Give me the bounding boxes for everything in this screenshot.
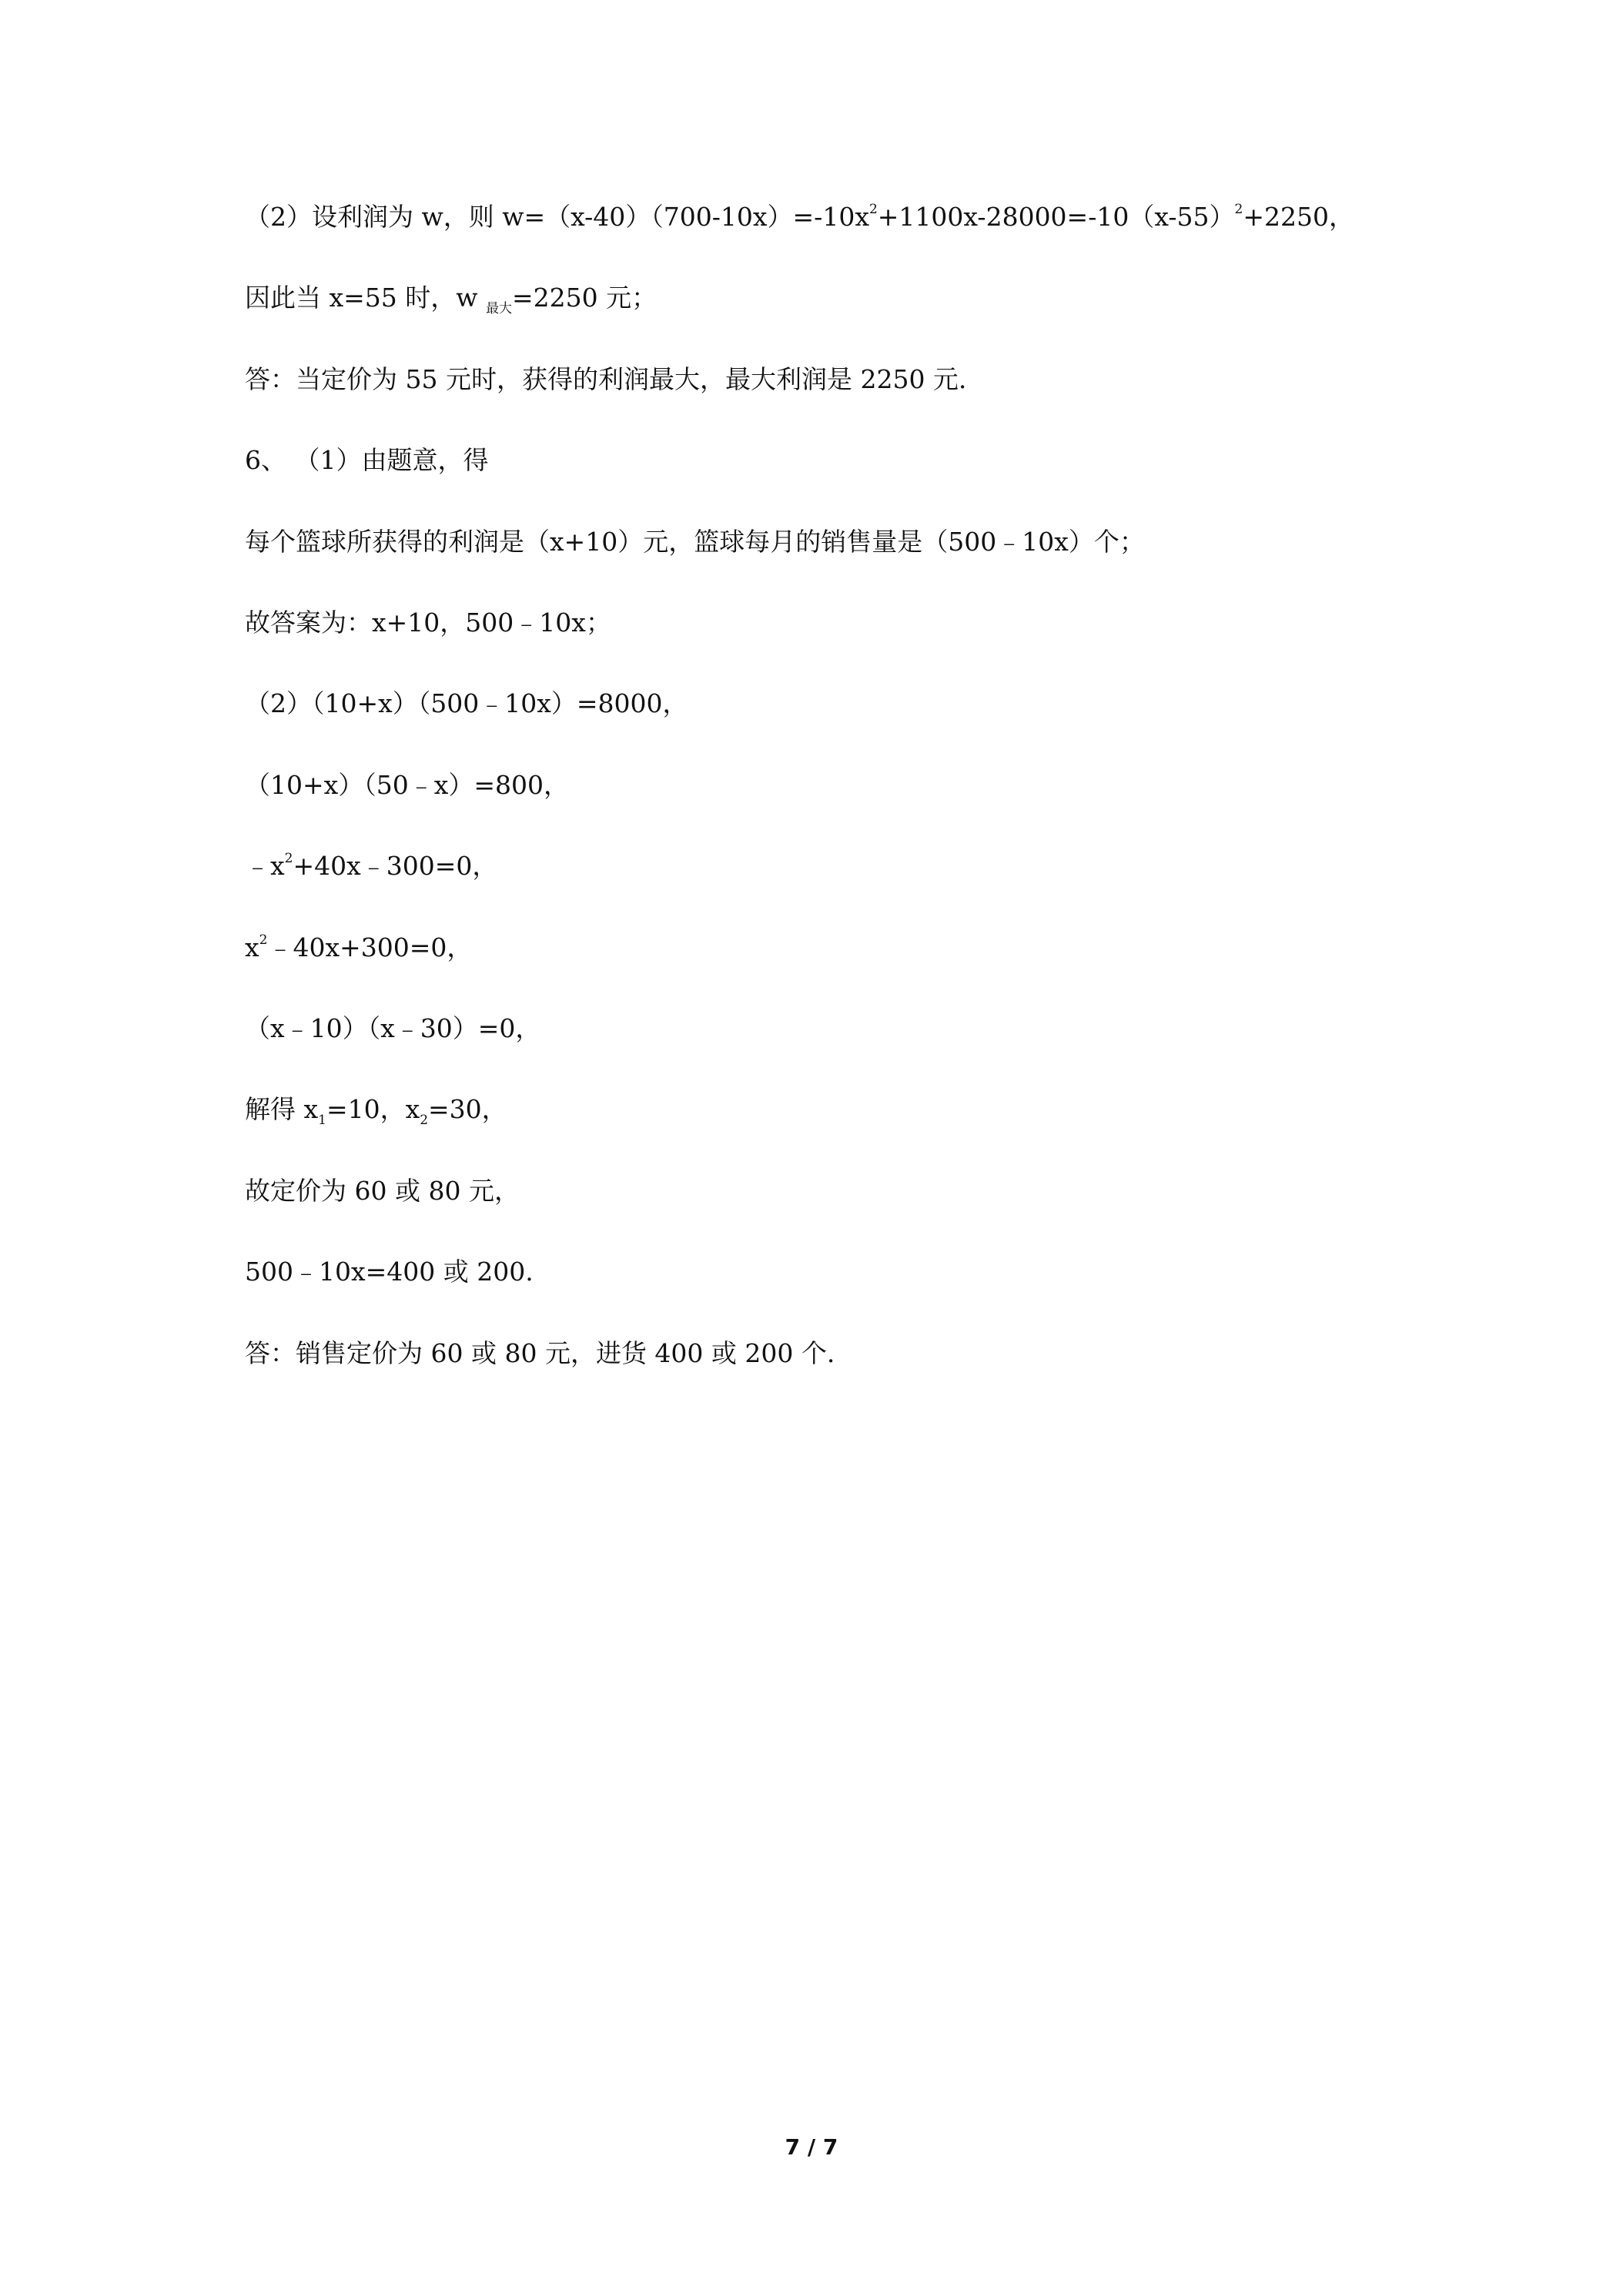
text-segment: ﹣40x+300=0， <box>267 932 473 962</box>
solution-line-profit-expression <box>245 202 1354 233</box>
solution-line-max-profit <box>245 283 658 316</box>
answer-line-part1: 故答案为：x+10，500﹣10x； <box>245 607 611 638</box>
text-segment: =2250 元； <box>511 283 658 313</box>
answer-line-q5: 答：当定价为 55 元时，获得的利润最大，最大利润是 2250 元. <box>245 364 967 394</box>
subscript: 2 <box>420 1113 429 1128</box>
text-segment: +40x﹣300=0， <box>293 851 498 881</box>
superscript: 2 <box>259 932 268 948</box>
equation-line-3 <box>245 851 497 882</box>
solution-roots-line <box>245 1094 507 1128</box>
equation-line-5: （x﹣10）（x﹣30）=0， <box>245 1013 541 1043</box>
equation-line-1: （2）（10+x）（500﹣10x）=8000， <box>245 688 688 718</box>
quantity-result-line: 500﹣10x=400 或 200. <box>245 1257 534 1287</box>
superscript: 2 <box>868 202 878 217</box>
text-segment: =10，x <box>326 1094 420 1124</box>
superscript: 2 <box>1234 202 1243 217</box>
superscript: 2 <box>284 851 293 866</box>
equation-line-4 <box>245 932 472 963</box>
text-segment: 解得 x <box>245 1094 319 1124</box>
text-segment: =30， <box>428 1094 507 1124</box>
text-segment: +2250， <box>1243 202 1354 232</box>
text-segment: +1100x-28000=-10（x-55） <box>877 202 1235 232</box>
price-result-line: 故定价为 60 或 80 元， <box>245 1176 520 1206</box>
text-segment: ﹣x <box>245 851 285 881</box>
subscript: 1 <box>318 1113 326 1128</box>
subscript: 最大 <box>485 301 512 316</box>
text-segment: x <box>245 932 259 962</box>
equation-line-2: （10+x）（50﹣x）=800， <box>245 770 569 800</box>
text-segment: 因此当 x=55 时，w <box>245 283 486 313</box>
text-segment: （2）设利润为 w，则 w=（x-40）（700-10x）=-10x <box>245 202 869 232</box>
page-number: 7 / 7 <box>785 2134 838 2160</box>
solution-line-profit-per-ball: 每个篮球所获得的利润是（x+10）元，篮球每月的销售量是（500﹣10x）个； <box>245 527 1145 557</box>
question-6-heading: 6、 （1）由题意，得 <box>245 445 489 475</box>
answer-line-q6: 答：销售定价为 60 或 80 元，进货 400 或 200 个. <box>245 1338 835 1368</box>
